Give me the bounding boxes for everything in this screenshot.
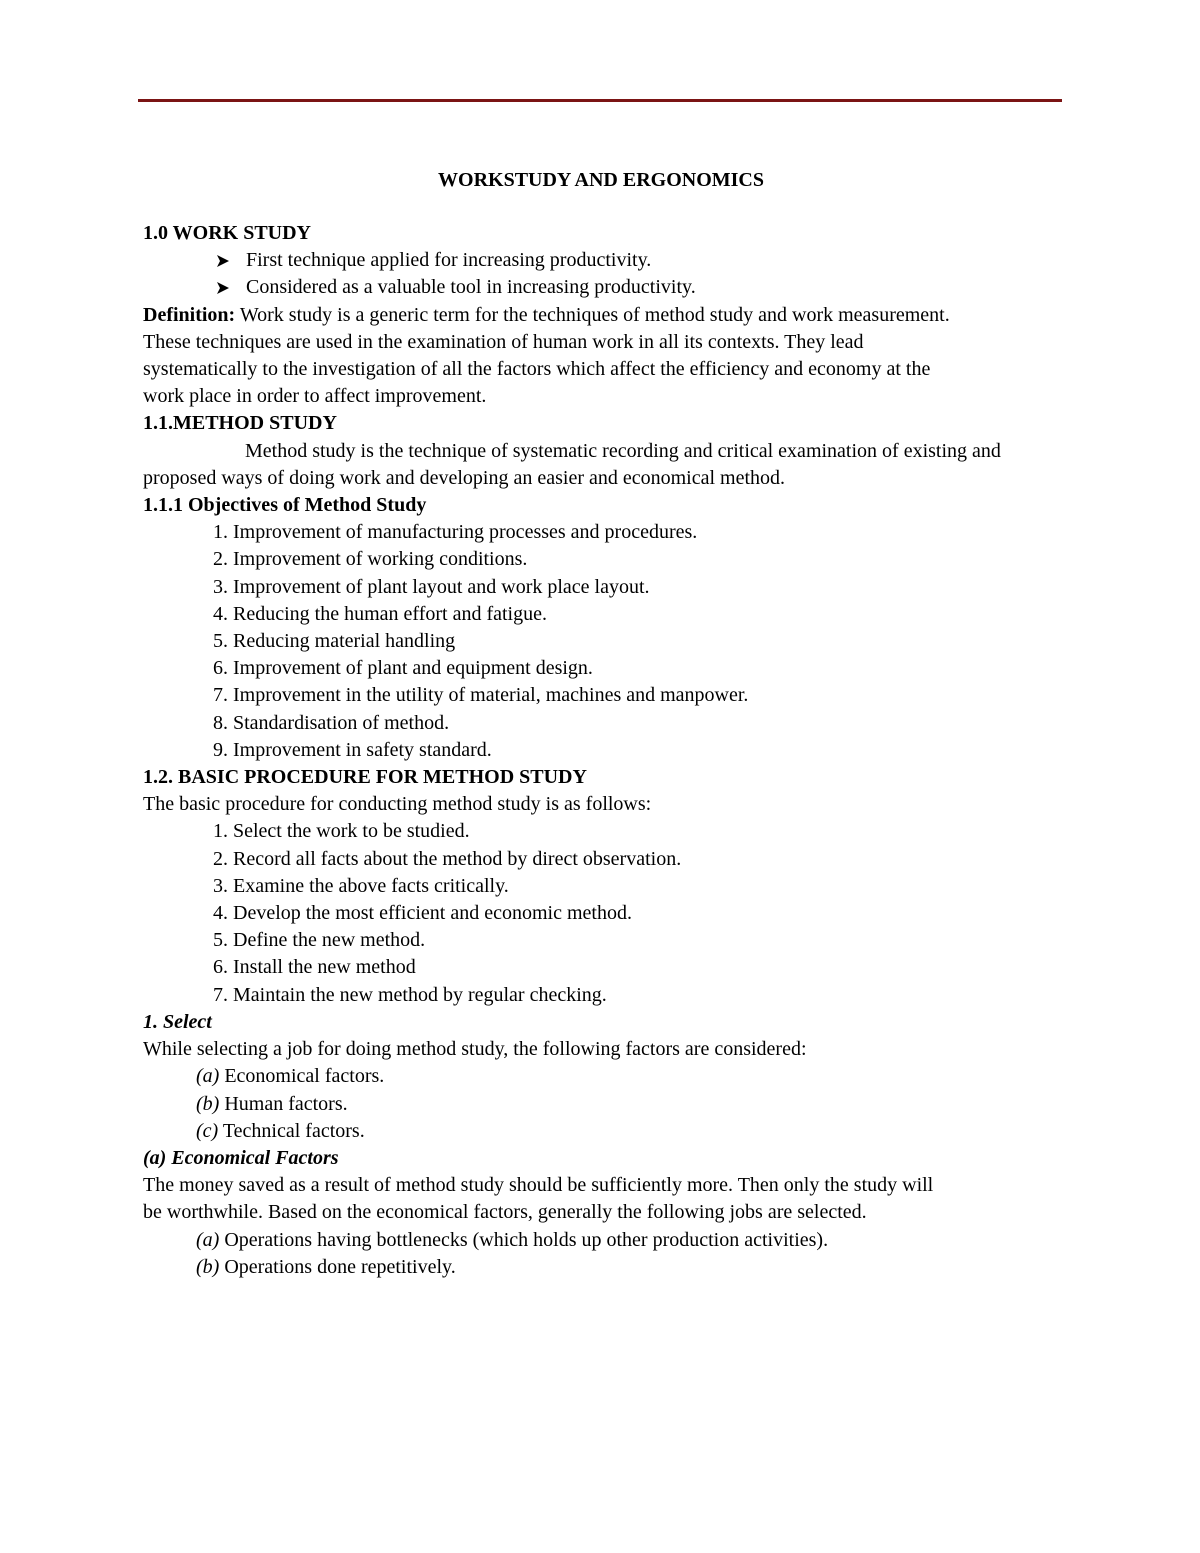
list-item: 1. Improvement of manufacturing processes and procedures. <box>213 521 698 544</box>
select-intro: While selecting a job for doing method study, the following factors are considered: <box>143 1038 807 1061</box>
work-study-para-line-3: work place in order to affect improvement. <box>143 385 487 408</box>
item-text: Economical factors. <box>219 1065 385 1088</box>
list-item: 5. Define the new method. <box>213 929 426 952</box>
list-item: 4. Reducing the human effort and fatigue. <box>213 602 547 625</box>
objectives-list <box>143 519 1059 764</box>
work-study-bullets <box>143 247 1059 301</box>
heading-procedure: 1.2. BASIC PROCEDURE FOR METHOD STUDY <box>143 766 587 789</box>
economical-para-line-1: The money saved as a result of method study should be sufficiently more. Then only the study will <box>143 1174 934 1197</box>
item-text: Human factors. <box>219 1092 348 1115</box>
item-text: Operations done repetitively. <box>219 1255 456 1278</box>
list-item: 3. Improvement of plant layout and work place layout. <box>213 575 650 598</box>
definition-text: Work study is a generic term for the techniques of method study and work measurement. <box>235 303 950 326</box>
definition-paragraph <box>143 302 1059 329</box>
item-label: (c) <box>196 1119 219 1142</box>
work-study-para-line-2: systematically to the investigation of all the factors which affect the efficiency and economy at the <box>143 358 931 381</box>
bullet-text: First technique applied for increasing productivity. <box>246 249 652 272</box>
item-label: (b) <box>196 1092 220 1115</box>
list-item: 2. Improvement of working conditions. <box>213 548 528 571</box>
header-rule <box>138 99 1062 102</box>
bullet-text: Considered as a valuable tool in increasing productivity. <box>246 276 696 299</box>
list-item: 2. Record all facts about the method by direct observation. <box>213 847 682 870</box>
arrow-bullet-icon <box>216 274 244 295</box>
method-study-para-line-1: Method study is the technique of systematic recording and critical examination of existing and <box>245 439 1001 462</box>
item-text: Technical factors. <box>218 1119 365 1142</box>
list-item <box>143 1227 1059 1254</box>
list-item <box>143 1091 1059 1118</box>
list-item: 8. Standardisation of method. <box>213 711 450 734</box>
heading-work-study: 1.0 WORK STUDY <box>143 222 311 244</box>
item-label: (b) <box>196 1255 220 1278</box>
list-item: 9. Improvement in safety standard. <box>213 738 492 761</box>
list-item: 3. Examine the above facts critically. <box>213 874 509 897</box>
economical-para-line-2: be worthwhile. Based on the economical factors, generally the following jobs are selected. <box>143 1201 867 1224</box>
heading-select: 1. Select <box>143 1010 212 1033</box>
item-text: Operations having bottlenecks (which holds up other production activities). <box>219 1228 829 1251</box>
document-body <box>143 166 1059 1281</box>
work-study-para-line-1: These techniques are used in the examination of human work in all its contexts. They lead <box>143 330 864 353</box>
list-item: 1. Select the work to be studied. <box>213 820 470 843</box>
list-item: 6. Improvement of plant and equipment design. <box>213 657 593 680</box>
list-item <box>143 1118 1059 1145</box>
procedure-list <box>143 818 1059 1008</box>
list-item: 7. Improvement in the utility of material, machines and manpower. <box>213 684 749 707</box>
economical-jobs-list <box>143 1227 1059 1281</box>
heading-method-study: 1.1.METHOD STUDY <box>143 412 337 435</box>
heading-economical-factors: (a) Economical Factors <box>143 1146 339 1169</box>
item-label: (a) <box>196 1228 220 1251</box>
document-title: WORKSTUDY AND ERGONOMICS <box>438 169 764 191</box>
list-item: 4. Develop the most efficient and economic method. <box>213 902 632 925</box>
list-item <box>143 1254 1059 1281</box>
bullet-item <box>143 274 1059 301</box>
method-study-para-line-2: proposed ways of doing work and developing an easier and economical method. <box>143 466 786 489</box>
select-factors-list <box>143 1063 1059 1145</box>
bullet-item <box>143 247 1059 274</box>
arrow-bullet-icon <box>216 247 244 268</box>
list-item: 5. Reducing material handling <box>213 630 456 653</box>
list-item: 6. Install the new method <box>213 956 416 979</box>
list-item: 7. Maintain the new method by regular checking. <box>213 983 607 1006</box>
procedure-intro: The basic procedure for conducting method study is as follows: <box>143 793 652 816</box>
item-label: (a) <box>196 1065 220 1088</box>
list-item <box>143 1063 1059 1090</box>
definition-label: Definition: <box>143 303 236 326</box>
heading-objectives: 1.1.1 Objectives of Method Study <box>143 494 427 517</box>
